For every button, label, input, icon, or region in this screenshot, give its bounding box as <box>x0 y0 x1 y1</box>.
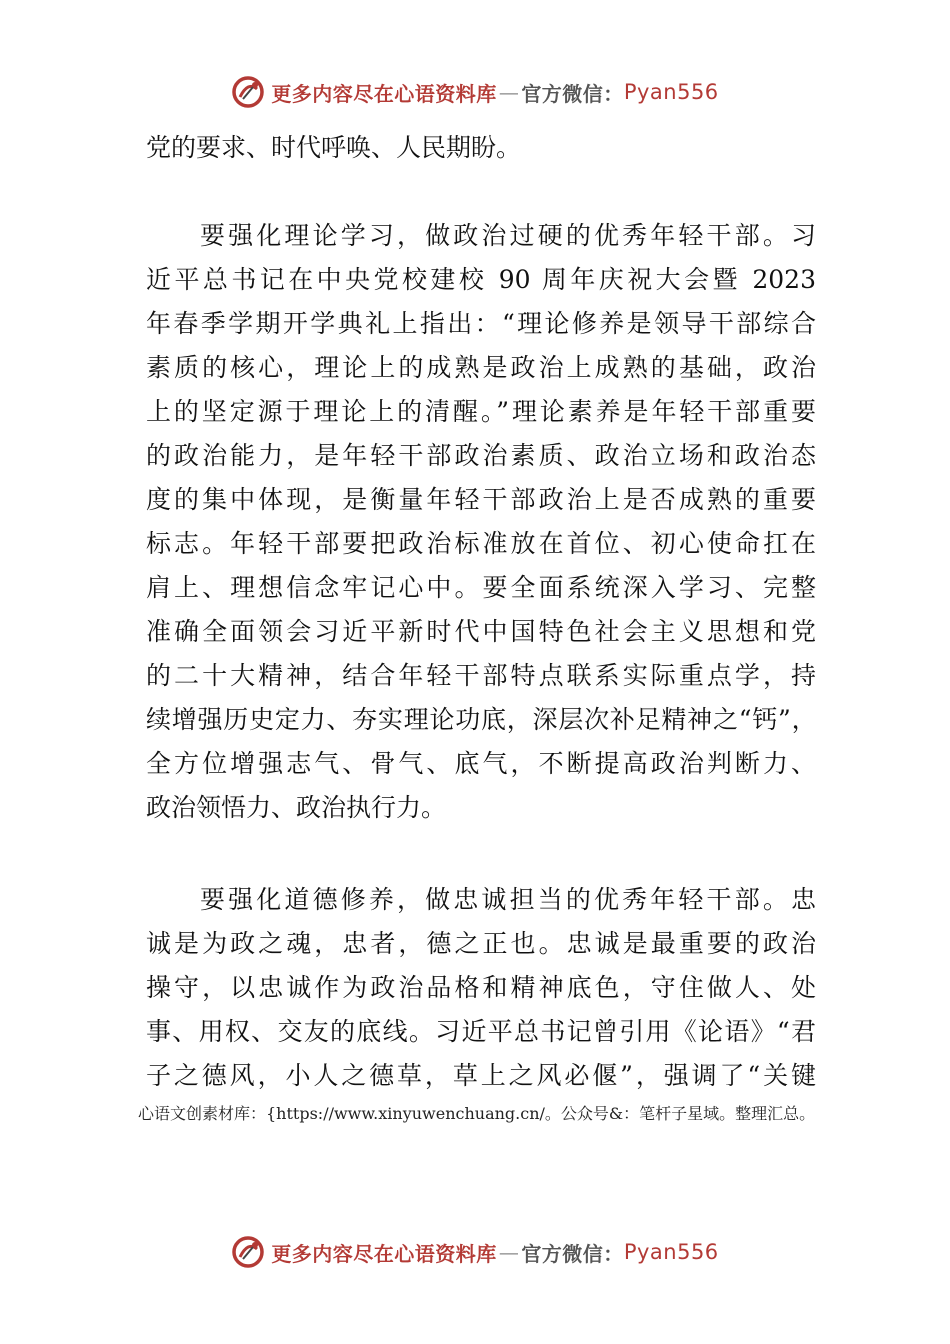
logo-icon <box>231 1235 265 1269</box>
text-line: 素质的核心，理论上的成熟是政治上成熟的基础，政治 <box>146 353 816 382</box>
text-line: 全方位增强志气、骨气、底气，不断提高政治判断力、 <box>146 749 816 778</box>
text-line: 续增强历史定力、夯实理论功底，深层次补足精神之“钙”， <box>146 705 816 734</box>
text-line: 标志。年轻干部要把政治标准放在首位、初心使命扛在 <box>146 529 816 558</box>
text-line: 诚是为政之魂，忠者，德之正也。忠诚是最重要的政治 <box>146 929 816 958</box>
banner-title: 更多内容尽在心语资料库 <box>271 81 497 106</box>
text-line: 近平总书记在中央党校建校 90 周年庆祝大会暨 2023 <box>146 265 816 294</box>
text-line: 操守，以忠诚作为政治品格和精神底色，守住做人、处 <box>146 973 816 1002</box>
footer-banner <box>0 1232 950 1272</box>
banner-separator: — <box>498 80 520 104</box>
text-line: 的二十大精神，结合年轻干部特点联系实际重点学，持 <box>146 661 816 690</box>
text-line: 子之德风，小人之德草，草上之风必偃”，强调了“关键 <box>146 1061 816 1090</box>
text-line: 政治领悟力、政治执行力。 <box>146 793 447 822</box>
text-line: 事、用权、交友的底线。习近平总书记曾引用《论语》“君 <box>146 1017 816 1046</box>
banner-wechat-id: Pyan556 <box>623 80 719 104</box>
text-line: 要强化理论学习，做政治过硬的优秀年轻干部。习 <box>200 221 816 250</box>
text-line: 党的要求、时代呼唤、人民期盼。 <box>146 133 522 162</box>
paragraph-moral-cultivation <box>146 878 816 1098</box>
text-line: 度的集中体现，是衡量年轻干部政治上是否成熟的重要 <box>146 485 816 514</box>
logo-icon <box>231 75 265 109</box>
text-line: 年春季学期开学典礼上指出：“理论修养是领导干部综合 <box>146 309 816 338</box>
text-line: 准确全面领会习近平新时代中国特色社会主义思想和党 <box>146 617 816 646</box>
banner-title: 更多内容尽在心语资料库 <box>271 1241 497 1266</box>
text-line: 的政治能力，是年轻干部政治素质、政治立场和政治态 <box>146 441 816 470</box>
banner-wechat-label: 官方微信： <box>521 81 624 106</box>
banner-wechat-id: Pyan556 <box>623 1240 719 1264</box>
paragraph-theory-study <box>146 214 816 830</box>
paragraph-continuation <box>146 126 816 170</box>
header-banner <box>0 72 950 112</box>
text-line: 肩上、理想信念牢记心中。要全面系统深入学习、完整 <box>146 573 816 602</box>
banner-separator: — <box>498 1240 520 1264</box>
text-line: 要强化道德修养，做忠诚担当的优秀年轻干部。忠 <box>200 885 816 914</box>
banner-wechat-label: 官方微信： <box>521 1241 624 1266</box>
text-line: 上的坚定源于理论上的清醒。”理论素养是年轻干部重要 <box>146 397 816 426</box>
source-note: 心语文创素材库：{https://www.xinyuwenchuang.cn/。公众号&：笔杆子星域。整理汇总。 <box>138 1104 816 1123</box>
